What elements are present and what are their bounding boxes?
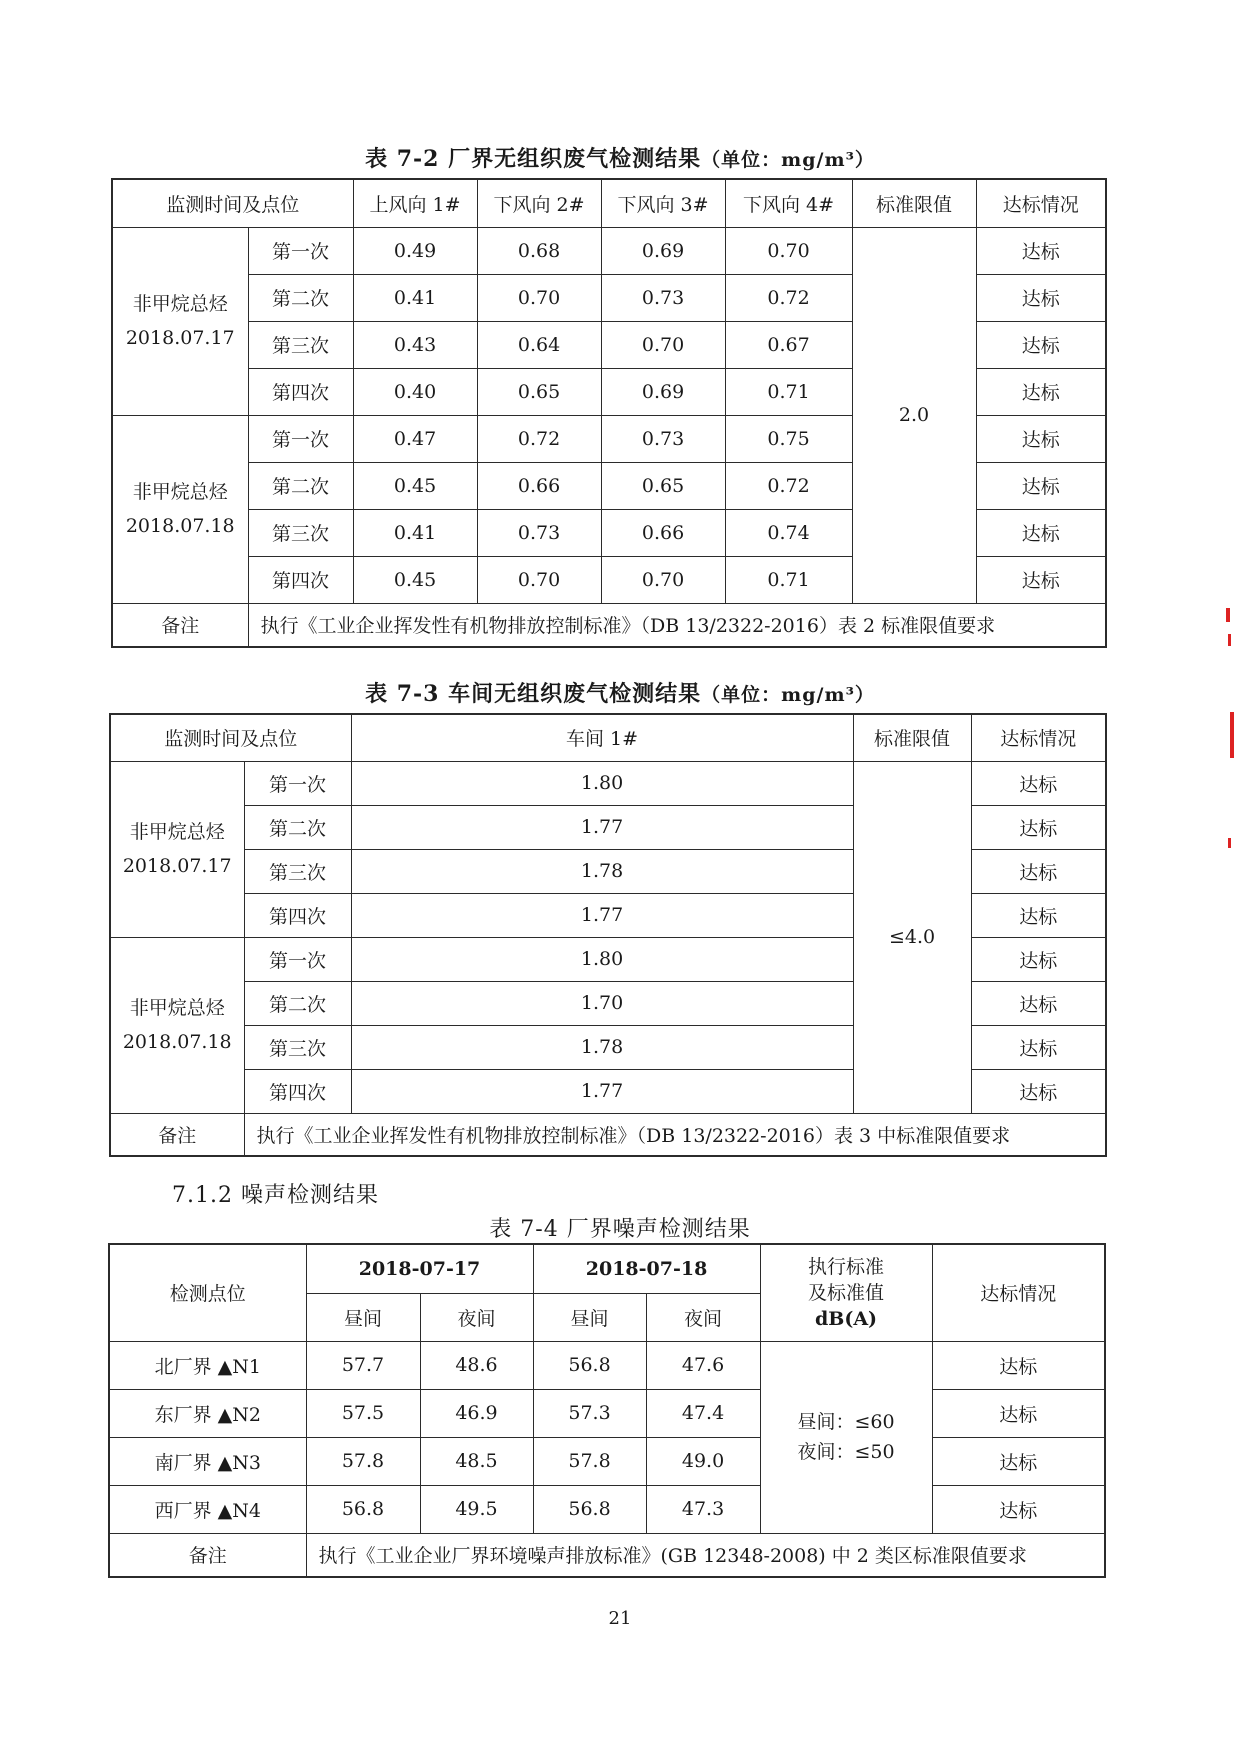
group-label xyxy=(110,937,244,1113)
value-cell: 0.41 xyxy=(353,509,477,556)
status-cell: 达标 xyxy=(932,1389,1105,1437)
status-cell: 达标 xyxy=(971,761,1106,805)
header-cell: 达标情况 xyxy=(976,179,1106,227)
value-cell: 0.72 xyxy=(725,462,852,509)
pollutant-name: 非甲烷总烃 xyxy=(129,997,225,1019)
value-cell: 0.72 xyxy=(477,415,601,462)
round-label: 第二次 xyxy=(248,274,353,321)
header-cell: 监测时间及点位 xyxy=(112,179,353,227)
value-cell: 0.69 xyxy=(601,368,725,415)
value-cell: 0.73 xyxy=(601,274,725,321)
value-cell: 56.8 xyxy=(533,1485,646,1533)
table-7-4 xyxy=(108,1243,1106,1578)
group-label xyxy=(112,415,248,603)
table-7-4-caption xyxy=(0,1212,1240,1243)
limit-cell: ≤4.0 xyxy=(853,761,971,1113)
point-label: 南厂界 ▲N3 xyxy=(109,1437,306,1485)
value-cell: 48.5 xyxy=(420,1437,533,1485)
table-7-2-caption xyxy=(0,142,1240,173)
value-cell: 1.77 xyxy=(351,893,853,937)
period-header: 昼间 xyxy=(533,1293,646,1341)
status-cell: 达标 xyxy=(932,1341,1105,1389)
value-cell: 0.75 xyxy=(725,415,852,462)
value-cell: 0.43 xyxy=(353,321,477,368)
standard-header xyxy=(760,1244,932,1341)
header-cell: 下风向 4# xyxy=(725,179,852,227)
value-cell: 0.65 xyxy=(601,462,725,509)
round-label: 第四次 xyxy=(248,368,353,415)
value-cell: 1.78 xyxy=(351,849,853,893)
round-label: 第三次 xyxy=(244,849,351,893)
note-label: 备注 xyxy=(110,1113,244,1156)
round-label: 第四次 xyxy=(248,556,353,603)
value-cell: 0.66 xyxy=(601,509,725,556)
header-cell: 标准限值 xyxy=(853,714,971,761)
status-cell: 达标 xyxy=(976,227,1106,274)
value-cell: 47.3 xyxy=(646,1485,760,1533)
value-cell: 0.74 xyxy=(725,509,852,556)
value-cell: 1.77 xyxy=(351,805,853,849)
value-cell: 0.67 xyxy=(725,321,852,368)
status-cell: 达标 xyxy=(971,1069,1106,1113)
status-header: 达标情况 xyxy=(932,1244,1105,1341)
header-cell: 下风向 3# xyxy=(601,179,725,227)
caption-text: 表 7-4 厂界噪声检测结果 xyxy=(489,1217,751,1242)
header-cell: 上风向 1# xyxy=(353,179,477,227)
date-header: 2018-07-18 xyxy=(533,1244,760,1293)
value-cell: 0.66 xyxy=(477,462,601,509)
point-header: 检测点位 xyxy=(109,1244,306,1341)
value-cell: 47.4 xyxy=(646,1389,760,1437)
header-cell: 车间 1# xyxy=(351,714,853,761)
status-cell: 达标 xyxy=(976,415,1106,462)
sample-date: 2018.07.17 xyxy=(122,855,232,877)
round-label: 第四次 xyxy=(244,1069,351,1113)
note-text: 执行《工业企业挥发性有机物排放控制标准》（DB 13/2322-2016）表 2 标准限值要求 xyxy=(248,603,1106,647)
round-label: 第三次 xyxy=(248,509,353,556)
value-cell: 1.80 xyxy=(351,761,853,805)
note-label: 备注 xyxy=(112,603,248,647)
round-label: 第三次 xyxy=(244,1025,351,1069)
standard-header-line: 及标准值 xyxy=(808,1281,885,1304)
sample-date: 2018.07.18 xyxy=(125,515,235,537)
status-cell: 达标 xyxy=(976,368,1106,415)
value-cell: 57.5 xyxy=(306,1389,420,1437)
round-label: 第一次 xyxy=(244,937,351,981)
standard-header-line: 执行标准 xyxy=(808,1255,885,1278)
value-cell: 1.77 xyxy=(351,1069,853,1113)
sample-date: 2018.07.17 xyxy=(125,327,235,349)
pollutant-name: 非甲烷总烃 xyxy=(132,293,228,315)
period-header: 昼间 xyxy=(306,1293,420,1341)
group-label xyxy=(110,761,244,937)
value-cell: 0.73 xyxy=(601,415,725,462)
status-cell: 达标 xyxy=(932,1485,1105,1533)
value-cell: 0.70 xyxy=(601,556,725,603)
status-cell: 达标 xyxy=(971,893,1106,937)
point-label: 北厂界 ▲N1 xyxy=(109,1341,306,1389)
table-7-3 xyxy=(109,713,1107,1157)
value-cell: 0.71 xyxy=(725,556,852,603)
point-label: 西厂界 ▲N4 xyxy=(109,1485,306,1533)
status-cell: 达标 xyxy=(971,849,1106,893)
value-cell: 0.70 xyxy=(477,274,601,321)
value-cell: 0.70 xyxy=(477,556,601,603)
value-cell: 57.8 xyxy=(306,1437,420,1485)
value-cell: 49.5 xyxy=(420,1485,533,1533)
header-cell: 达标情况 xyxy=(971,714,1106,761)
status-cell: 达标 xyxy=(932,1437,1105,1485)
scan-mark xyxy=(1226,608,1230,622)
round-label: 第二次 xyxy=(244,981,351,1025)
note-label: 备注 xyxy=(109,1533,306,1577)
standard-night: 夜间：≤50 xyxy=(797,1441,895,1463)
round-label: 第二次 xyxy=(248,462,353,509)
table-7-2 xyxy=(111,178,1107,648)
status-cell: 达标 xyxy=(976,509,1106,556)
pollutant-name: 非甲烷总烃 xyxy=(129,821,225,843)
round-label: 第一次 xyxy=(248,227,353,274)
value-cell: 57.8 xyxy=(533,1437,646,1485)
value-cell: 0.47 xyxy=(353,415,477,462)
standard-day: 昼间：≤60 xyxy=(797,1411,895,1433)
pollutant-name: 非甲烷总烃 xyxy=(132,481,228,503)
status-cell: 达标 xyxy=(976,462,1106,509)
status-cell: 达标 xyxy=(976,556,1106,603)
header-cell: 标准限值 xyxy=(852,179,976,227)
value-cell: 0.72 xyxy=(725,274,852,321)
value-cell: 49.0 xyxy=(646,1437,760,1485)
section-heading: 7.1.2 噪声检测结果 xyxy=(172,1183,379,1208)
sample-date: 2018.07.18 xyxy=(122,1031,232,1053)
scan-mark xyxy=(1230,712,1234,758)
status-cell: 达标 xyxy=(976,321,1106,368)
standard-cell xyxy=(760,1341,932,1533)
value-cell: 57.7 xyxy=(306,1341,420,1389)
value-cell: 46.9 xyxy=(420,1389,533,1437)
status-cell: 达标 xyxy=(971,1025,1106,1069)
value-cell: 56.8 xyxy=(306,1485,420,1533)
status-cell: 达标 xyxy=(971,805,1106,849)
value-cell: 0.45 xyxy=(353,462,477,509)
group-label xyxy=(112,227,248,415)
page-number: 21 xyxy=(608,1608,632,1629)
round-label: 第三次 xyxy=(248,321,353,368)
value-cell: 0.65 xyxy=(477,368,601,415)
round-label: 第二次 xyxy=(244,805,351,849)
caption-text: 表 7-3 车间无组织废气检测结果 xyxy=(365,681,702,707)
value-cell: 0.41 xyxy=(353,274,477,321)
scan-mark xyxy=(1228,634,1231,646)
header-cell: 监测时间及点位 xyxy=(110,714,351,761)
round-label: 第四次 xyxy=(244,893,351,937)
value-cell: 0.40 xyxy=(353,368,477,415)
value-cell: 0.45 xyxy=(353,556,477,603)
point-label: 东厂界 ▲N2 xyxy=(109,1389,306,1437)
round-label: 第一次 xyxy=(248,415,353,462)
value-cell: 0.73 xyxy=(477,509,601,556)
date-header: 2018-07-17 xyxy=(306,1244,533,1293)
table-7-3-caption xyxy=(0,677,1240,708)
scan-mark xyxy=(1228,838,1231,848)
value-cell: 47.6 xyxy=(646,1341,760,1389)
value-cell: 56.8 xyxy=(533,1341,646,1389)
caption-text: 表 7-2 厂界无组织废气检测结果 xyxy=(365,146,702,172)
note-text: 执行《工业企业厂界环境噪声排放标准》(GB 12348-2008) 中 2 类区标准限值要求 xyxy=(306,1533,1105,1577)
value-cell: 48.6 xyxy=(420,1341,533,1389)
value-cell: 0.70 xyxy=(725,227,852,274)
status-cell: 达标 xyxy=(971,937,1106,981)
value-cell: 1.80 xyxy=(351,937,853,981)
value-cell: 0.49 xyxy=(353,227,477,274)
round-label: 第一次 xyxy=(244,761,351,805)
value-cell: 0.68 xyxy=(477,227,601,274)
value-cell: 1.70 xyxy=(351,981,853,1025)
standard-header-unit: dB(A) xyxy=(814,1307,878,1330)
note-text: 执行《工业企业挥发性有机物排放控制标准》（DB 13/2322-2016）表 3 中标准限值要求 xyxy=(244,1113,1106,1156)
value-cell: 0.71 xyxy=(725,368,852,415)
value-cell: 57.3 xyxy=(533,1389,646,1437)
caption-unit: （单位：mg/m³） xyxy=(701,149,875,171)
value-cell: 0.69 xyxy=(601,227,725,274)
limit-cell: 2.0 xyxy=(852,227,976,603)
period-header: 夜间 xyxy=(646,1293,760,1341)
value-cell: 1.78 xyxy=(351,1025,853,1069)
status-cell: 达标 xyxy=(971,981,1106,1025)
header-cell: 下风向 2# xyxy=(477,179,601,227)
value-cell: 0.70 xyxy=(601,321,725,368)
value-cell: 0.64 xyxy=(477,321,601,368)
caption-unit: （单位：mg/m³） xyxy=(701,684,875,706)
period-header: 夜间 xyxy=(420,1293,533,1341)
status-cell: 达标 xyxy=(976,274,1106,321)
